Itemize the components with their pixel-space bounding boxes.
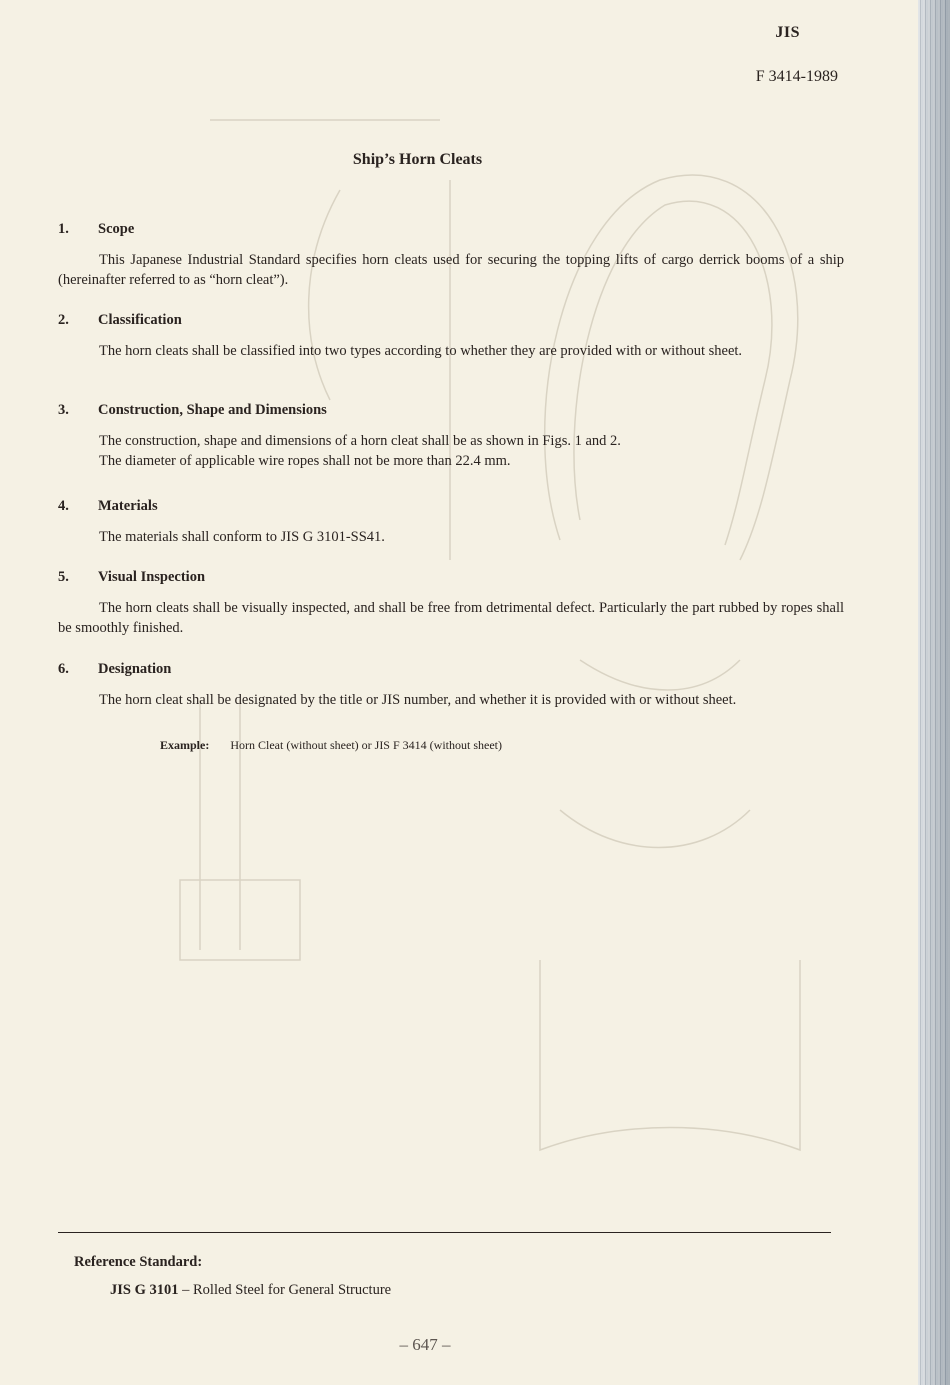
section-title: Scope: [98, 221, 135, 237]
section-number: 1.: [58, 221, 69, 237]
section-materials: [58, 496, 844, 547]
reference-standard-title: Reference Standard:: [74, 1254, 203, 1270]
footer-divider: [58, 1232, 831, 1233]
section-title: Construction, Shape and Dimensions: [98, 402, 327, 418]
section-visual-inspection: [58, 567, 844, 638]
section-paragraph: The horn cleats shall be visually inspected, and shall be free from detrimental defect. Particularly the part rubbed by ropes shall be smoothly finished.: [58, 600, 844, 636]
section-heading: [58, 310, 844, 330]
reference-standard-item: [110, 1282, 391, 1299]
section-construction: [58, 400, 844, 471]
book-page-edges: [918, 0, 950, 1385]
section-heading: [58, 659, 844, 679]
reference-description: Rolled Steel for General Structure: [193, 1282, 392, 1298]
section-number: 5.: [58, 569, 69, 585]
header-jis-label: JIS: [775, 24, 800, 41]
designation-example: [160, 738, 502, 753]
section-title: Visual Inspection: [98, 569, 206, 585]
section-number: 6.: [58, 661, 69, 677]
example-label: Example:: [160, 738, 210, 752]
page-number: – 647 –: [399, 1335, 451, 1354]
section-number: 2.: [58, 312, 69, 328]
section-heading: [58, 400, 844, 420]
section-title: Designation: [98, 661, 172, 677]
section-paragraph-line: The diameter of applicable wire ropes shall not be more than 22.4 mm.: [99, 453, 511, 469]
section-paragraph-line: The construction, shape and dimensions of a horn cleat shall be as shown in Figs. 1 and 2.: [99, 433, 621, 449]
section-paragraph: This Japanese Industrial Standard specifies horn cleats used for securing the topping lifts of cargo derrick booms of a ship (hereinafter referred to as “horn cleat”).: [58, 252, 844, 288]
section-heading: [58, 219, 844, 239]
standard-number: F 3414-1989: [755, 68, 838, 85]
section-number: 3.: [58, 402, 69, 418]
section-heading: [58, 496, 844, 516]
document-title: Ship’s Horn Cleats: [352, 151, 483, 168]
example-text: Horn Cleat (without sheet) or JIS F 3414 (without sheet): [230, 738, 502, 752]
section-title: Classification: [98, 312, 182, 328]
section-paragraph: The horn cleat shall be designated by the title or JIS number, and whether it is provided with or without sheet.: [99, 692, 737, 708]
reference-code: JIS G 3101: [110, 1282, 179, 1298]
section-designation: [58, 659, 844, 710]
section-number: 4.: [58, 498, 69, 514]
section-title: Materials: [98, 498, 158, 514]
section-classification: [58, 310, 844, 361]
reference-separator: –: [178, 1282, 193, 1298]
section-heading: [58, 567, 844, 587]
section-paragraph: The horn cleats shall be classified into two types according to whether they are provided with or without sheet.: [99, 343, 743, 359]
section-paragraph: The materials shall conform to JIS G 3101-SS41.: [99, 529, 385, 545]
section-scope: [58, 219, 844, 290]
